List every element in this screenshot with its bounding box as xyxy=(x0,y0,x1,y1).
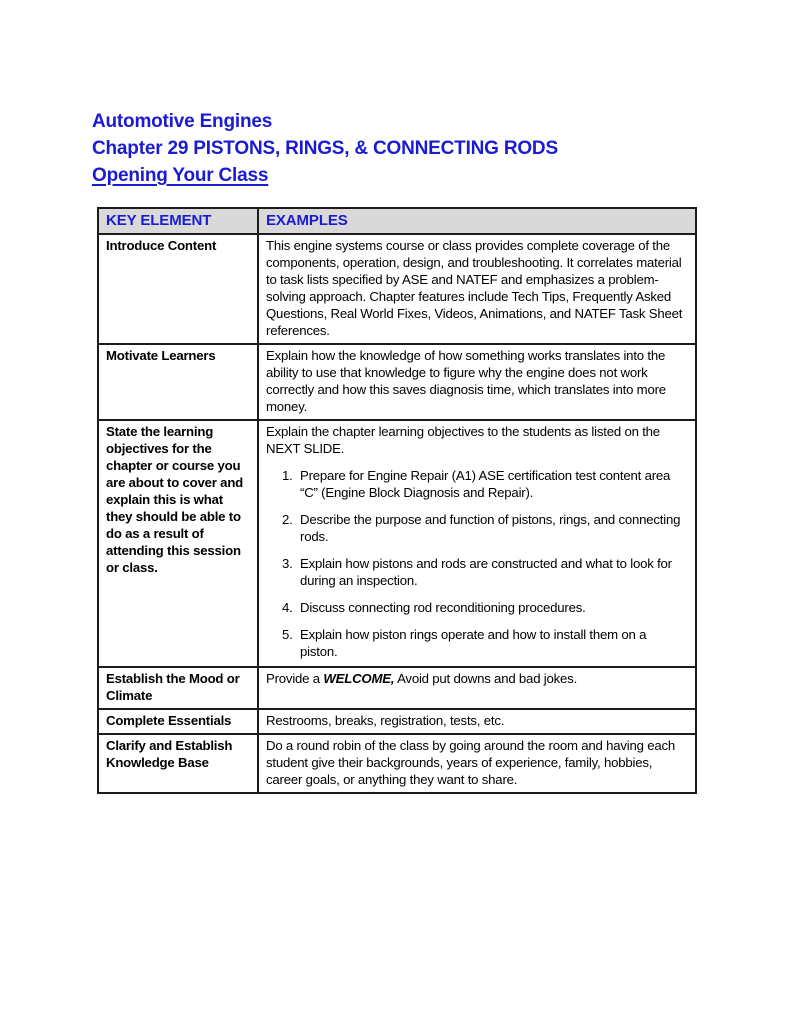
table-row-complete-essentials xyxy=(98,709,696,734)
objectives-list xyxy=(266,467,687,660)
title-line-course: Automotive Engines xyxy=(92,111,273,132)
document-title-block xyxy=(92,108,558,189)
key-elements-table xyxy=(97,207,697,794)
table-header-row xyxy=(98,208,696,234)
table-row-establish-mood xyxy=(98,667,696,709)
title-line-chapter: Chapter 29 PISTONS, RINGS, & CONNECTING RODS xyxy=(92,138,558,159)
table-row-clarify-knowledge-base xyxy=(98,734,696,793)
example-cell-motivate-learners xyxy=(258,344,696,420)
key-cell-clarify-knowledge-base: Clarify and Establish Knowledge Base xyxy=(98,734,258,793)
objective-item-2: 2. Describe the purpose and function of pistons, rings, and connecting rods. xyxy=(296,511,687,545)
column-header-key-element: KEY ELEMENT xyxy=(98,208,258,234)
objective-item-1: 1. Prepare for Engine Repair (A1) ASE certification test content area “C” (Engine Block Diagnosis and Repair). xyxy=(296,467,687,501)
example-cell-complete-essentials xyxy=(258,709,696,734)
column-header-examples: EXAMPLES xyxy=(258,208,696,234)
title-section-text: Opening Your Class xyxy=(92,165,269,186)
example-text: This engine systems course or class provides complete coverage of the components, operation, design, and troubleshooting. It correlates material to task lists specified by ASE and NATEF and emphasizes a problem-solving approach. Chapter features include Tech Tips, Frequently Asked Questions, Real World Fixes, Videos, Animations, and NATEF Task Sheet references. xyxy=(266,238,683,338)
key-cell-introduce-content: Introduce Content xyxy=(98,234,258,344)
example-text: Explain how the knowledge of how something works translates into the ability to use that knowledge to figure why the engine does not work correctly and how this saves diagnosis time, which translates into more money. xyxy=(266,348,666,414)
key-cell-motivate-learners: Motivate Learners xyxy=(98,344,258,420)
table-row-introduce-content xyxy=(98,234,696,344)
key-cell-learning-objectives: State the learning objectives for the chapter or course you are about to cover and explain this is what they should be able to do as a result of attending this session or class. xyxy=(98,420,258,667)
example-text: Restrooms, breaks, registration, tests, etc. xyxy=(266,713,505,728)
example-text xyxy=(266,670,687,687)
table-row-motivate-learners xyxy=(98,344,696,420)
key-elements-table-wrap xyxy=(97,207,695,794)
example-cell-learning-objectives xyxy=(258,420,696,667)
objective-item-5: 5. Explain how piston rings operate and how to install them on a piston. xyxy=(296,626,687,660)
objective-item-4: 4. Discuss connecting rod reconditioning procedures. xyxy=(296,599,687,616)
example-cell-establish-mood xyxy=(258,667,696,709)
objectives-intro-text: Explain the chapter learning objectives to the students as listed on the NEXT SLIDE. xyxy=(266,424,660,456)
key-cell-establish-mood: Establish the Mood or Climate xyxy=(98,667,258,709)
title-line-section xyxy=(92,162,558,189)
key-cell-complete-essentials: Complete Essentials xyxy=(98,709,258,734)
table-row-learning-objectives xyxy=(98,420,696,667)
example-text: Do a round robin of the class by going around the room and having each student give their backgrounds, years of experience, family, hobbies, career goals, or anything they want to share. xyxy=(266,738,676,787)
welcome-suffix-text: Avoid put downs and bad jokes. xyxy=(394,671,578,686)
example-cell-clarify-knowledge-base xyxy=(258,734,696,793)
example-cell-introduce-content xyxy=(258,234,696,344)
welcome-prefix-text: Provide a xyxy=(266,671,324,686)
objective-item-3: 3. Explain how pistons and rods are constructed and what to look for during an inspection. xyxy=(296,555,687,589)
welcome-emphasis-text: WELCOME, xyxy=(323,671,395,686)
